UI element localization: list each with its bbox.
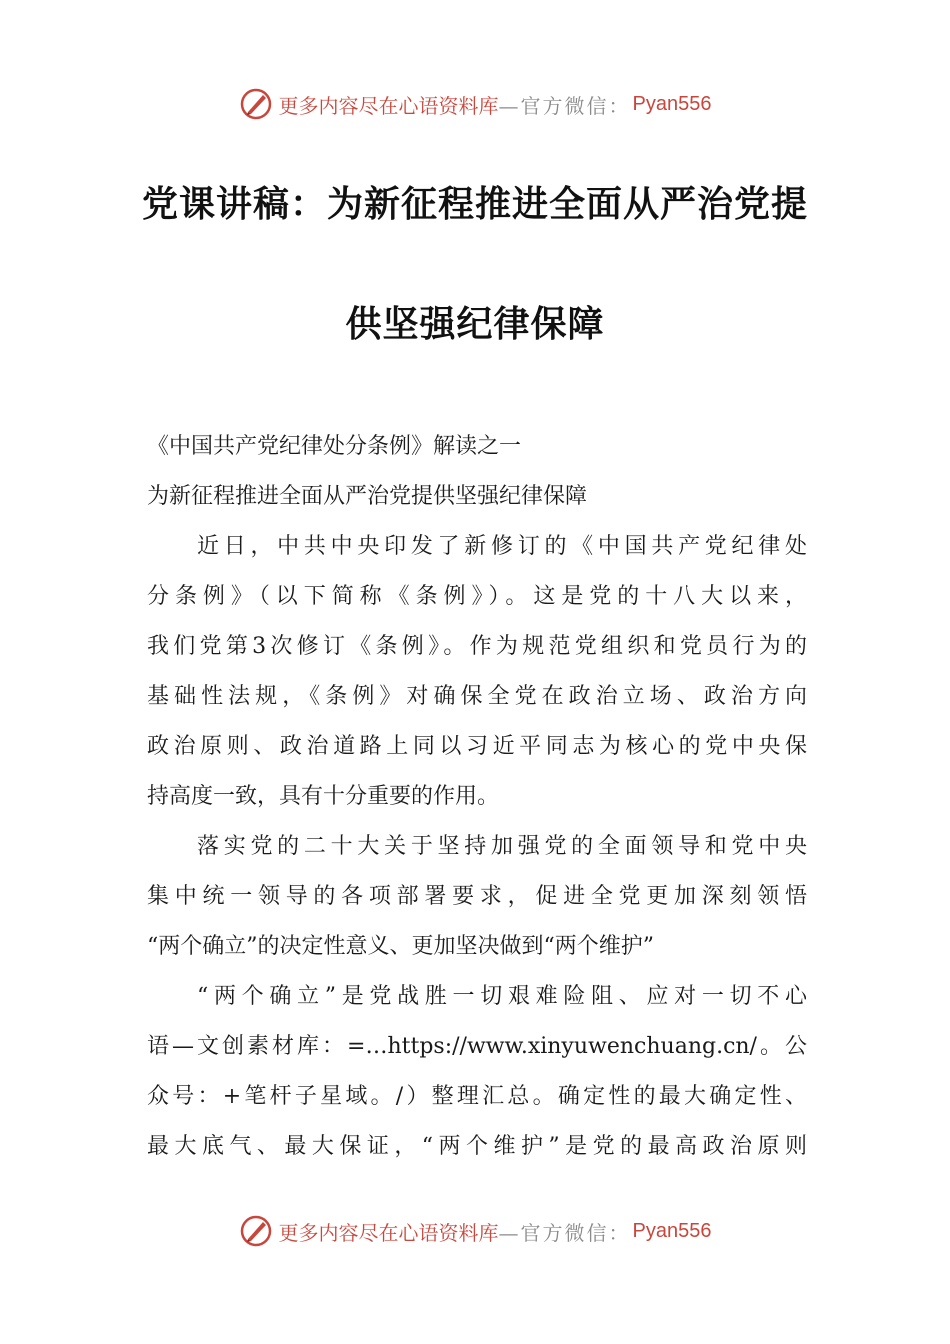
body-line: 最大底气、最大保证，“两个维护”是党的最高政治原则 bbox=[147, 1134, 807, 1159]
body-line: “两个确立”的决定性意义、更加坚决做到“两个维护” bbox=[147, 934, 654, 959]
body-line: 基础性法规，《条例》对确保全党在政治立场、政治方向 bbox=[147, 684, 807, 709]
quill-seal-icon bbox=[239, 87, 273, 121]
header-banner bbox=[0, 84, 950, 124]
footer-brand-text: 更多内容尽在心语资料库 bbox=[278, 1220, 499, 1245]
body-line: 政治原则、政治道路上同以习近平同志为核心的党中央保 bbox=[147, 734, 807, 759]
footer-banner bbox=[0, 1211, 950, 1251]
body-line: 集中统一领导的各项部署要求，促进全党更加深刻领悟 bbox=[147, 884, 807, 909]
body-line: “两个确立”是党战胜一切艰难险阻、应对一切不心 bbox=[197, 984, 807, 1009]
document-body bbox=[147, 432, 807, 1172]
body-line: 落实党的二十大关于坚持加强党的全面领导和党中央 bbox=[197, 834, 807, 859]
header-wechat-id: Pyan556 bbox=[632, 92, 712, 115]
body-line: 语—文创素材库：=…https://www.xinyuwenchuang.cn/。公 bbox=[147, 1034, 807, 1059]
body-line: 众号：+笔杆子星域。/）整理汇总。确定性的最大确定性、 bbox=[147, 1084, 807, 1109]
body-line: 为新征程推进全面从严治党提供坚强纪律保障 bbox=[147, 484, 588, 509]
body-line: 我们党第3次修订《条例》。作为规范党组织和党员行为的 bbox=[147, 634, 807, 659]
header-wechat-label: —官方微信： bbox=[498, 93, 631, 118]
footer-wechat-id: Pyan556 bbox=[632, 1219, 712, 1242]
body-line: 分条例》（以下简称《条例》）。这是党的十八大以来， bbox=[147, 584, 807, 609]
body-line: 《中国共产党纪律处分条例》解读之一 bbox=[147, 434, 522, 459]
body-line: 持高度一致，具有十分重要的作用。 bbox=[147, 784, 500, 809]
quill-seal-icon bbox=[239, 1214, 273, 1248]
header-brand-text: 更多内容尽在心语资料库 bbox=[278, 93, 499, 118]
document-title-line-1: 党课讲稿：为新征程推进全面从严治党提 bbox=[141, 184, 808, 225]
body-line: 近日，中共中央印发了新修订的《中国共产党纪律处 bbox=[197, 534, 807, 559]
footer-wechat-label: —官方微信： bbox=[498, 1220, 631, 1245]
document-title-line-2: 供坚强纪律保障 bbox=[345, 304, 605, 345]
